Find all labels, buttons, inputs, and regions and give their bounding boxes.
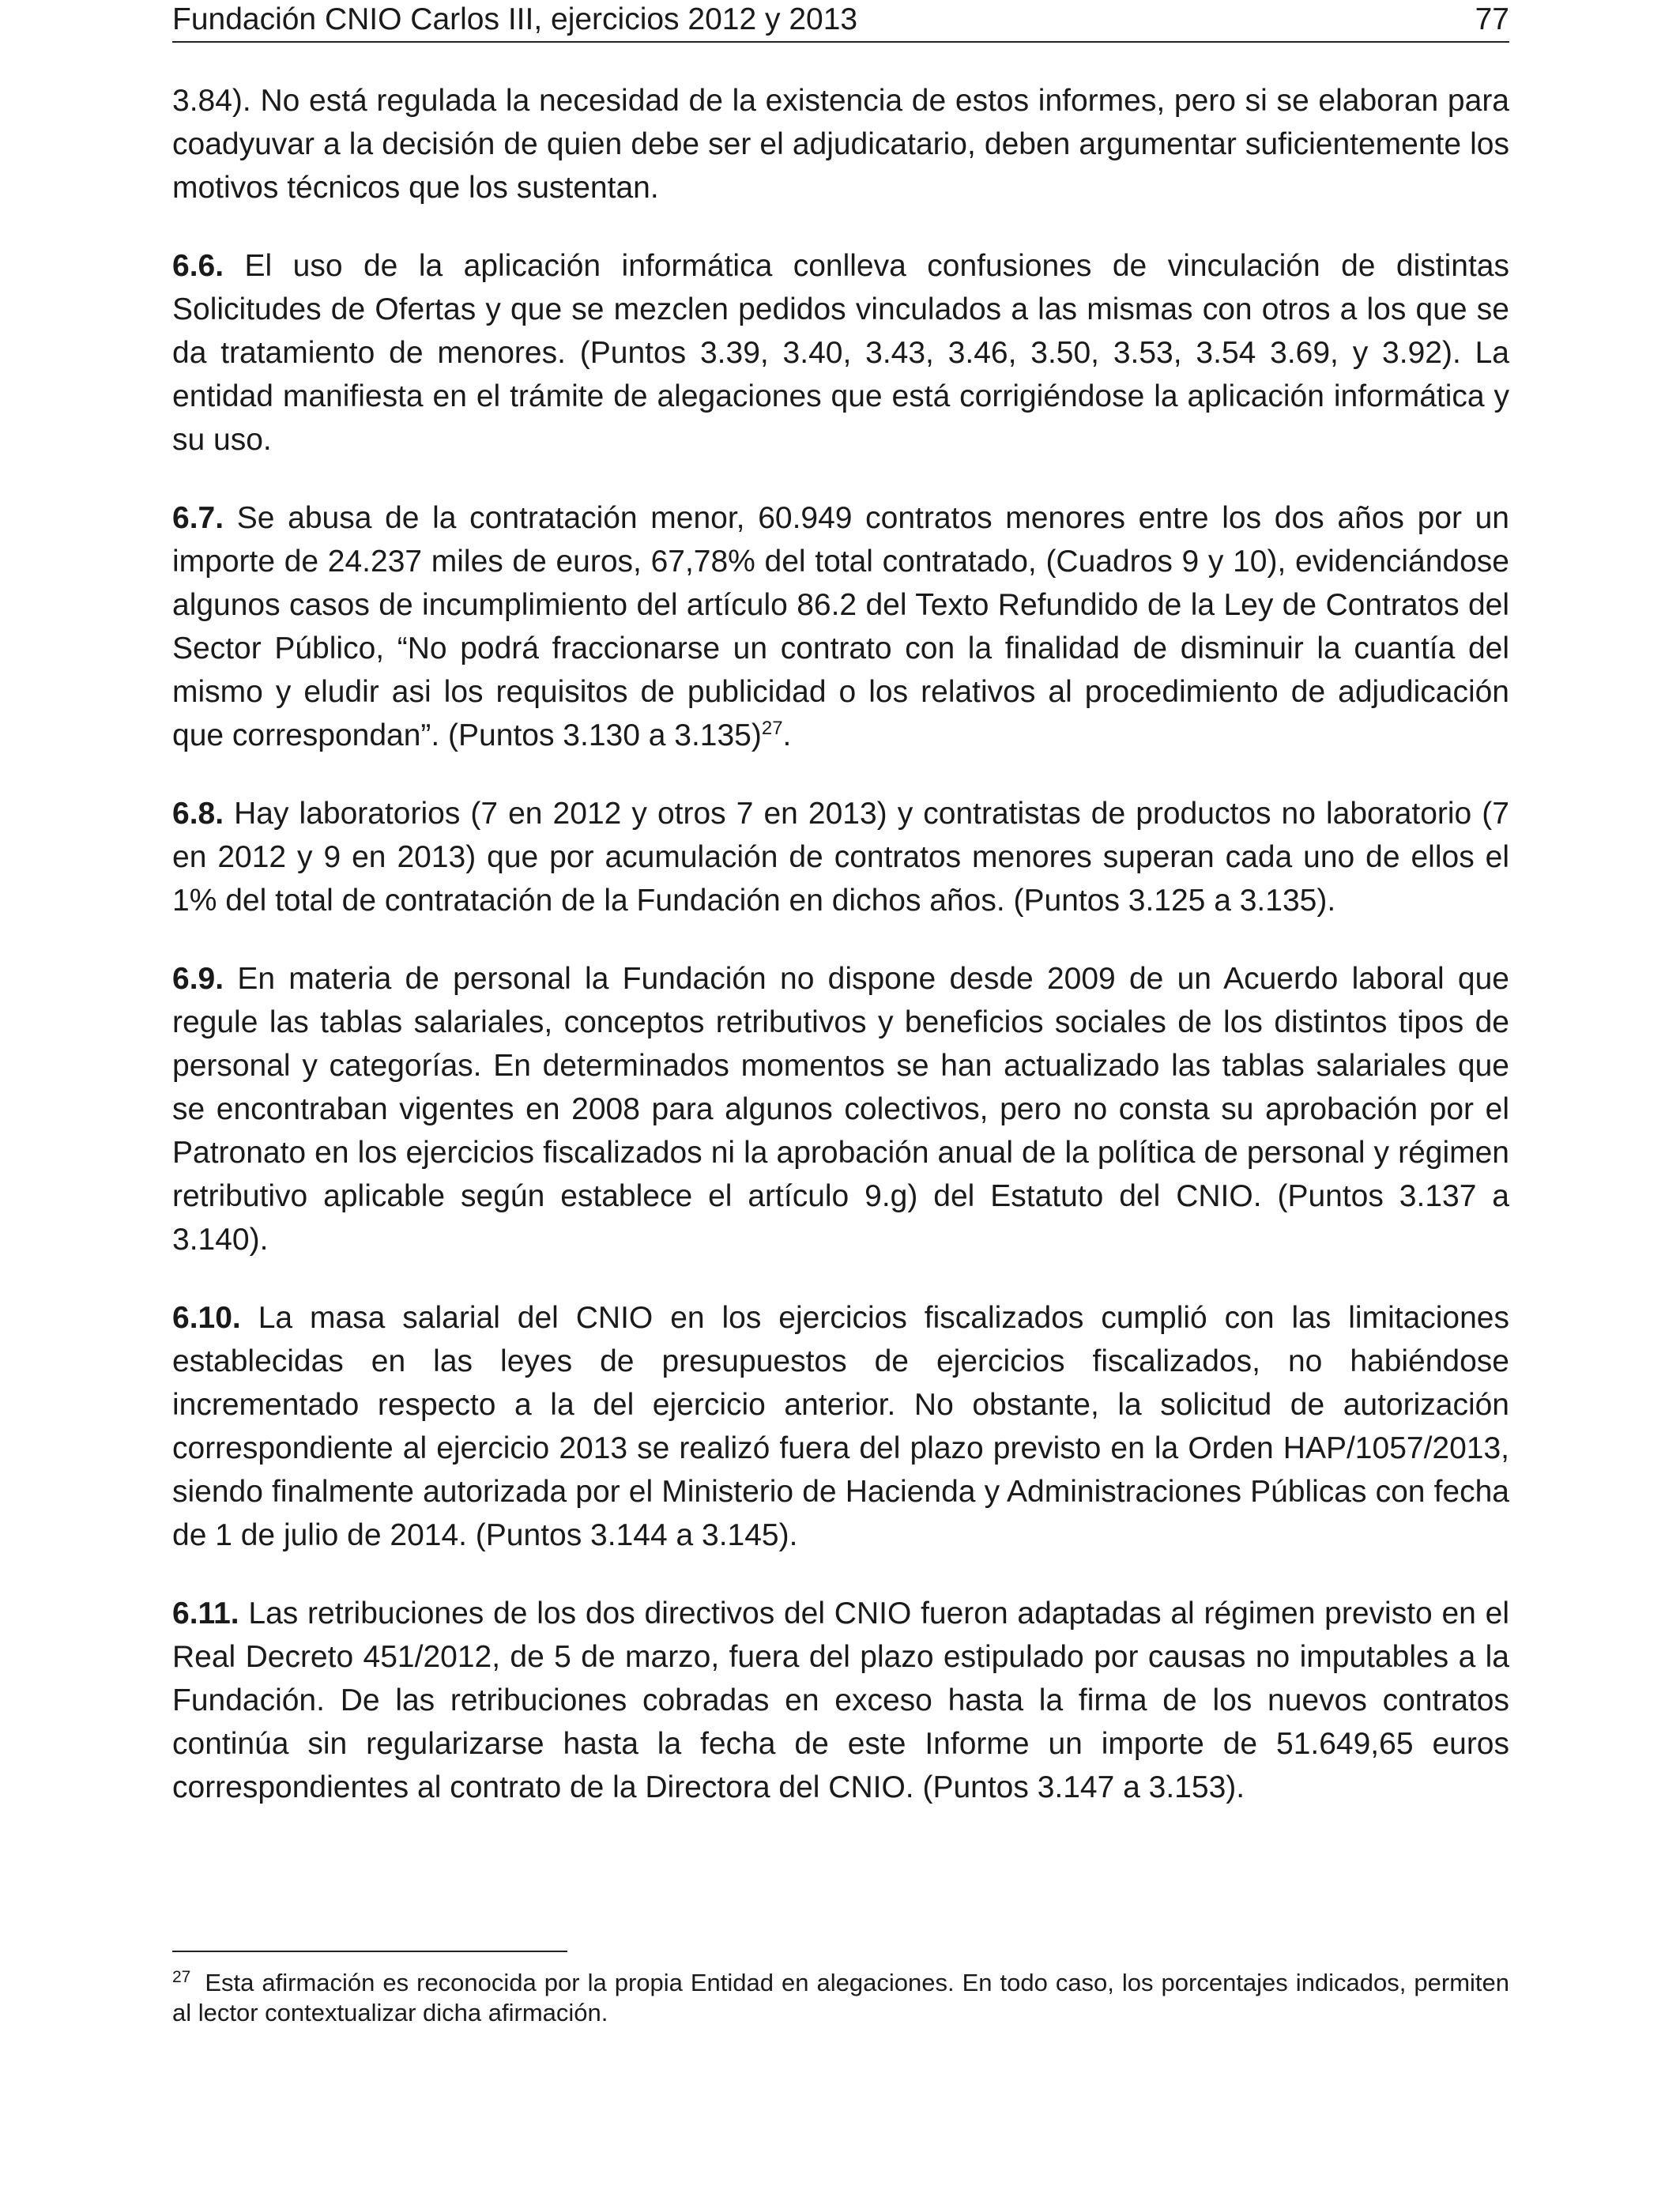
paragraph-number: 6.10. (172, 1301, 241, 1335)
paragraph-text: El uso de la aplicación informática conlleva confusiones de vinculación de distintas Solicitudes de Ofertas y que se mezclen pedidos vinculados a las mismas con otros a los que se da tratamiento de menores. (Puntos 3.39, 3.40, 3.43, 3.46, 3.50, 3.53, 3.54 3.69, y 3.92). La entidad manifiesta en el trámite de alegaciones que está corrigiéndose la aplicación informática y su uso. (172, 249, 1509, 457)
footnote-reference[interactable]: 27 (761, 718, 783, 739)
paragraph-number: 6.8. (172, 797, 224, 831)
footnote-divider (172, 1951, 567, 1952)
footnote (172, 1968, 1509, 2028)
paragraph-text-end: . (782, 718, 792, 752)
paragraph-text: Las retribuciones de los dos directivos del CNIO fueron adaptadas al régimen previsto en el Real Decreto 451/2012, de 5 de marzo, fuera del plazo estipulado por causas no imputables a la Fundación. De las retribuciones cobradas en exceso hasta la firma de los nuevos contratos continúa sin regularizarse hasta la fecha de este Informe un importe de 51.649,65 euros correspondientes al contrato de la Directora del CNIO. (Puntos 3.147 a 3.153). (172, 1596, 1509, 1804)
page-number: 77 (1475, 2, 1509, 36)
document-body (172, 79, 1509, 1844)
paragraph-text: Hay laboratorios (7 en 2012 y otros 7 en 2013) y contratistas de productos no laboratorio (7 en 2012 y 9 en 2013) que por acumulación de contratos menores superan cada uno de ellos el 1% del total de contratación de la Fundación en dichos años. (Puntos 3.125 a 3.135). (172, 797, 1509, 918)
paragraph-6-6 (172, 244, 1509, 462)
paragraph-6-8 (172, 792, 1509, 922)
paragraph-number: 6.9. (172, 962, 224, 996)
paragraph-6-7 (172, 496, 1509, 757)
paragraph-number: 6.6. (172, 249, 224, 283)
footnote-mark: 27 (172, 1967, 191, 1986)
paragraph-text: 3.84). No está regulada la necesidad de la existencia de estos informes, pero si se elaboran para coadyuvar a la decisión de quien debe ser el adjudicatario, deben argumentar suficientemente los motivos técnicos que los sustentan. (172, 84, 1509, 205)
paragraph-6-10 (172, 1296, 1509, 1557)
paragraph-number: 6.7. (172, 501, 224, 535)
document-title: Fundación CNIO Carlos III, ejercicios 2012 y 2013 (172, 2, 858, 36)
paragraph-text: La masa salarial del CNIO en los ejercicios fiscalizados cumplió con las limitaciones establecidas en las leyes de presupuestos de ejercicios fiscalizados, no habiéndose incrementado respecto a la del ejercicio anterior. No obstante, la solicitud de autorización correspondiente al ejercicio 2013 se realizó fuera del plazo previsto en la Orden HAP/1057/2013, siendo finalmente autorizada por el Ministerio de Hacienda y Administraciones Públicas con fecha de 1 de julio de 2014. (Puntos 3.144 a 3.145). (172, 1301, 1509, 1552)
footnote-text: Esta afirmación es reconocida por la propia Entidad en alegaciones. En todo caso, los porcentajes indicados, permiten al lector contextualizar dicha afirmación. (172, 1969, 1509, 2026)
paragraph-continuation (172, 79, 1509, 209)
paragraph-number: 6.11. (172, 1596, 239, 1630)
paragraph-6-11 (172, 1592, 1509, 1809)
paragraph-text: Se abusa de la contratación menor, 60.949 contratos menores entre los dos años por un importe de 24.237 miles de euros, 67,78% del total contratado, (Cuadros 9 y 10), evidenciándose algunos casos de incumplimiento del artículo 86.2 del Texto Refundido de la Ley de Contratos del Sector Público, “No podrá fraccionarse un contrato con la finalidad de disminuir la cuantía del mismo y eludir asi los requisitos de publicidad o los relativos al procedimiento de adjudicación que correspondan”. (Puntos 3.130 a 3.135) (172, 501, 1509, 752)
paragraph-text: En materia de personal la Fundación no dispone desde 2009 de un Acuerdo laboral que regule las tablas salariales, conceptos retributivos y beneficios sociales de los distintos tipos de personal y categorías. En determinados momentos se han actualizado las tablas salariales que se encontraban vigentes en 2008 para algunos colectivos, pero no consta su aprobación por el Patronato en los ejercicios fiscalizados ni la aprobación anual de la política de personal y régimen retributivo aplicable según establece el artículo 9.g) del Estatuto del CNIO. (Puntos 3.137 a 3.140). (172, 962, 1509, 1257)
page-header (172, 2, 1509, 43)
paragraph-6-9 (172, 957, 1509, 1261)
